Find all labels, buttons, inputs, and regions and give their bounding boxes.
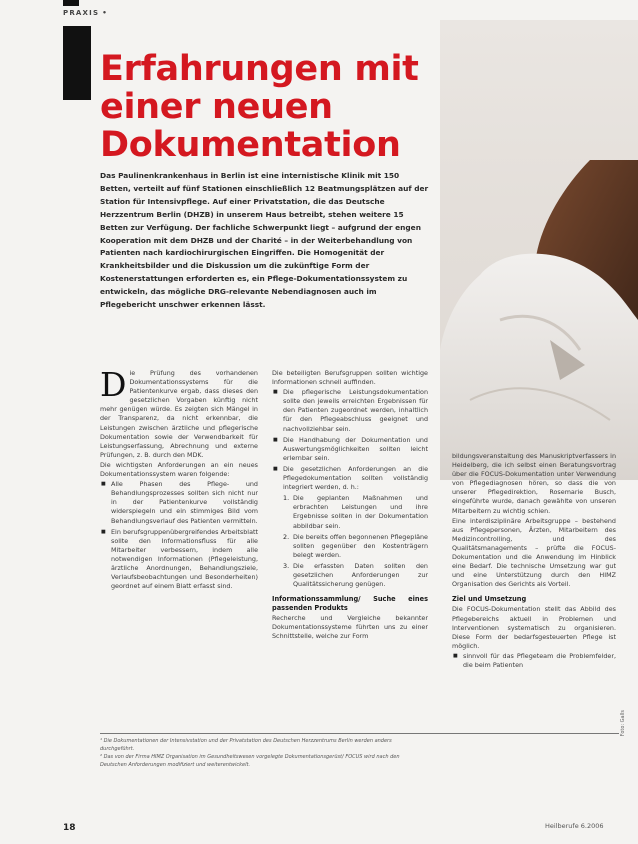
col3-bullet-text: die Problemfelder, die beim Patienten [463, 651, 616, 669]
numbered-item: 1. Die geplanten Maßnahmen und erbrachten Leistungen und ihre Ergebnisse sollten in der Dokumentation abbildbar sein. [283, 494, 428, 530]
article-title [100, 50, 440, 164]
requirements-list-continued [272, 388, 428, 492]
footnote-1: ¹ Die Dokumentationen der Intensivstation und der Privatstation des Deutschen Herzzentrums Berlin werden anders durchgeführt. [100, 738, 392, 752]
subheading-goal: Ziel und Umsetzung [452, 595, 527, 604]
col3-goal-paragraph: Die FOCUS-Dokumentation stellt das Abbild des Pflegebereichs aktuell in Problemen und Interventionen systematisch zu organisieren. Diese Form der bedarfsgesteuerten Pflege ist möglich. [452, 605, 616, 650]
requirements-intro: Die wichtigsten Anforderungen an ein neues Dokumentationssystem waren folgende: [100, 460, 258, 479]
col3-list [452, 652, 616, 670]
list-item: ■ Die gesetzlichen Anforderungen an die Pflegedokumentation sollten vollständig integriert werden, d. h.: [272, 465, 428, 492]
drop-cap: D [100, 365, 127, 404]
intro-text: ie Prüfung des vorhandenen Dokumentationssystems für die Patientenkurve ergab, dass dieses den gesetzlichen Vorgaben künftig nicht mehr genügen würde. Es zeigten sich Mängel in der Transparenz, da nicht erkennbar, die Leistungen zwischen ärztliche und pflegerische Dokumentation sowie der Verwendbarkeit für Leistungserfassung, Abrechnung und externe Prüfungen, z. B. durch den MDK. [100, 369, 258, 459]
section-label [63, 9, 108, 17]
section-label-text: PRAXIS [63, 9, 100, 17]
column-1 [100, 365, 258, 593]
column-3 [452, 452, 616, 672]
list-item: ■ Die pflegerische Leistungsdokumentation sollte den jeweils erreichten Ergebnissen für den Patienten zugeordnet werden, inhaltlich für den Pflegeabschluss geeignet und nachvollziehbar sein. [272, 388, 428, 433]
header-black-strip [63, 0, 79, 6]
list-item [452, 652, 616, 670]
information-paragraph: Recherche und Vergleiche bekannter Dokumentationssysteme führten uns zu einer Schnittstelle, welche zur Form [272, 614, 428, 641]
title-black-bar [63, 26, 91, 100]
journal-issue: Heilberufe 6.2006 [545, 822, 604, 830]
lead-paragraph: Das Paulinenkrankenhaus in Berlin ist eine internistische Klinik mit 150 Betten, verteilt auf fünf Stationen einschließlich 12 Beatmungsplätzen auf der Station für Intensivpflege. Auf einer Privatstation, die das Deutsche Herzzentrum Berlin (DHZB) in unserem Haus betreibt, stehen weitere 15 Betten zur Verfügung. Der fachliche Schwerpunkt liegt – aufgrund der engen Kooperation mit dem DHZB und der Charité – in der Weiterbehandlung von Patienten nach kardiochirurgischen Eingriffen. Die Homogenität der Krankheitsbilder und die Diskussion um die zukünftige Form der Kostenerstattungen erforderten es, ein Pflege-Dokumentationssystem zu entwickeln, das mögliche DRG-relevante Nebendiagnosen auch im Pflegebericht unschwer erkennen lässt. [100, 171, 429, 310]
title-line-2: einer neuen [100, 87, 333, 127]
footnotes [100, 737, 422, 769]
footnote-rule [100, 733, 619, 734]
list-item: ■ Die Handhabung der Dokumentation und Auswertungsmöglichkeiten sollten leicht erlernbar sein. [272, 436, 428, 463]
title-line-3: Dokumentation [100, 125, 401, 165]
nurse-photo [440, 20, 638, 480]
continuation-paragraph: Die beteiligten Berufsgruppen sollten wichtige Informationen schnell auffinden. [272, 369, 428, 387]
col3-bullet: sinnvoll für das Pflegeteam [463, 651, 554, 660]
photo-credit: Foto: Galls [620, 710, 626, 737]
col3-intro: bildungsveranstaltung des Manuskriptverfassers in Heidelberg, die ich selbst einen Beratungsvortrag über die FOCUS-Dokumentation unter Verwendung von Pflegediagnosen hören, so dass die von unserer Pflegedirektion, Rosemarie Busch, eingeführte wurde, danach gewählte von unseren Mitarbeitern zu wichtig schien. [452, 452, 616, 515]
page-number: 18 [63, 823, 76, 833]
numbered-item: 2. Die bereits offen begonnenen Pflegepläne sollten gegenüber den Kostenträgern belegt werden. [283, 533, 428, 560]
numbered-item: 3. Die erfassten Daten sollten den gesetzlichen Anforderungen zur Qualitätssicherung genügen. [283, 562, 428, 589]
col3-working-group: Eine interdisziplinäre Arbeitsgruppe – bestehend aus Pflegepersonen, Ärzten, Mitarbeitern des Medizincontrolling, und des Qualitätsmanagements – prüfte die FOCUS-Dokumentation und die Anwendung im Hinblick eine Bedarf. Die technische Umsetzung war gut und eine Unterstützung durch den HIMZ Organisation des Gerichts als Vorteil. [452, 516, 616, 589]
section-separator: • [102, 9, 108, 17]
footnote-2: ² Das von der Firma HIMZ Organisation im Gesundheitswesen vorgelegte Dokumentationsgerüst/ FOCUS wird nach den Deutschen Anforderungen modifiziert und weiterentwickelt. [100, 754, 400, 768]
list-item: ■ Alle Phasen des Pflege- und Behandlungsprozesses sollten sich nicht nur in der Patientenkurve vollständig widerspiegeln und ein stimmiges Bild vom Behandlungsverlauf des Patienten vermitteln. [100, 480, 258, 525]
intro-paragraph [100, 365, 258, 460]
subheading-information: Informationssammlung/ Suche eines passenden Produkts [272, 595, 428, 613]
requirements-list [100, 480, 258, 591]
title-line-1: Erfahrungen mit [100, 49, 419, 89]
photo-illustration [440, 20, 638, 480]
column-2 [272, 369, 428, 642]
legal-requirements-list [272, 494, 428, 589]
list-item: ■ Ein berufsgruppenübergreifendes Arbeitsblatt sollte den Informationsfluss für alle Mitarbeiter verbessern, indem alle notwendigen Informationen (Pflegeleistung, ärztliche Anordnungen, Behandlungsziele, Verlaufsbeobachtungen und Besonderheiten) geordnet auf einem Blatt erfasst sind. [100, 528, 258, 592]
